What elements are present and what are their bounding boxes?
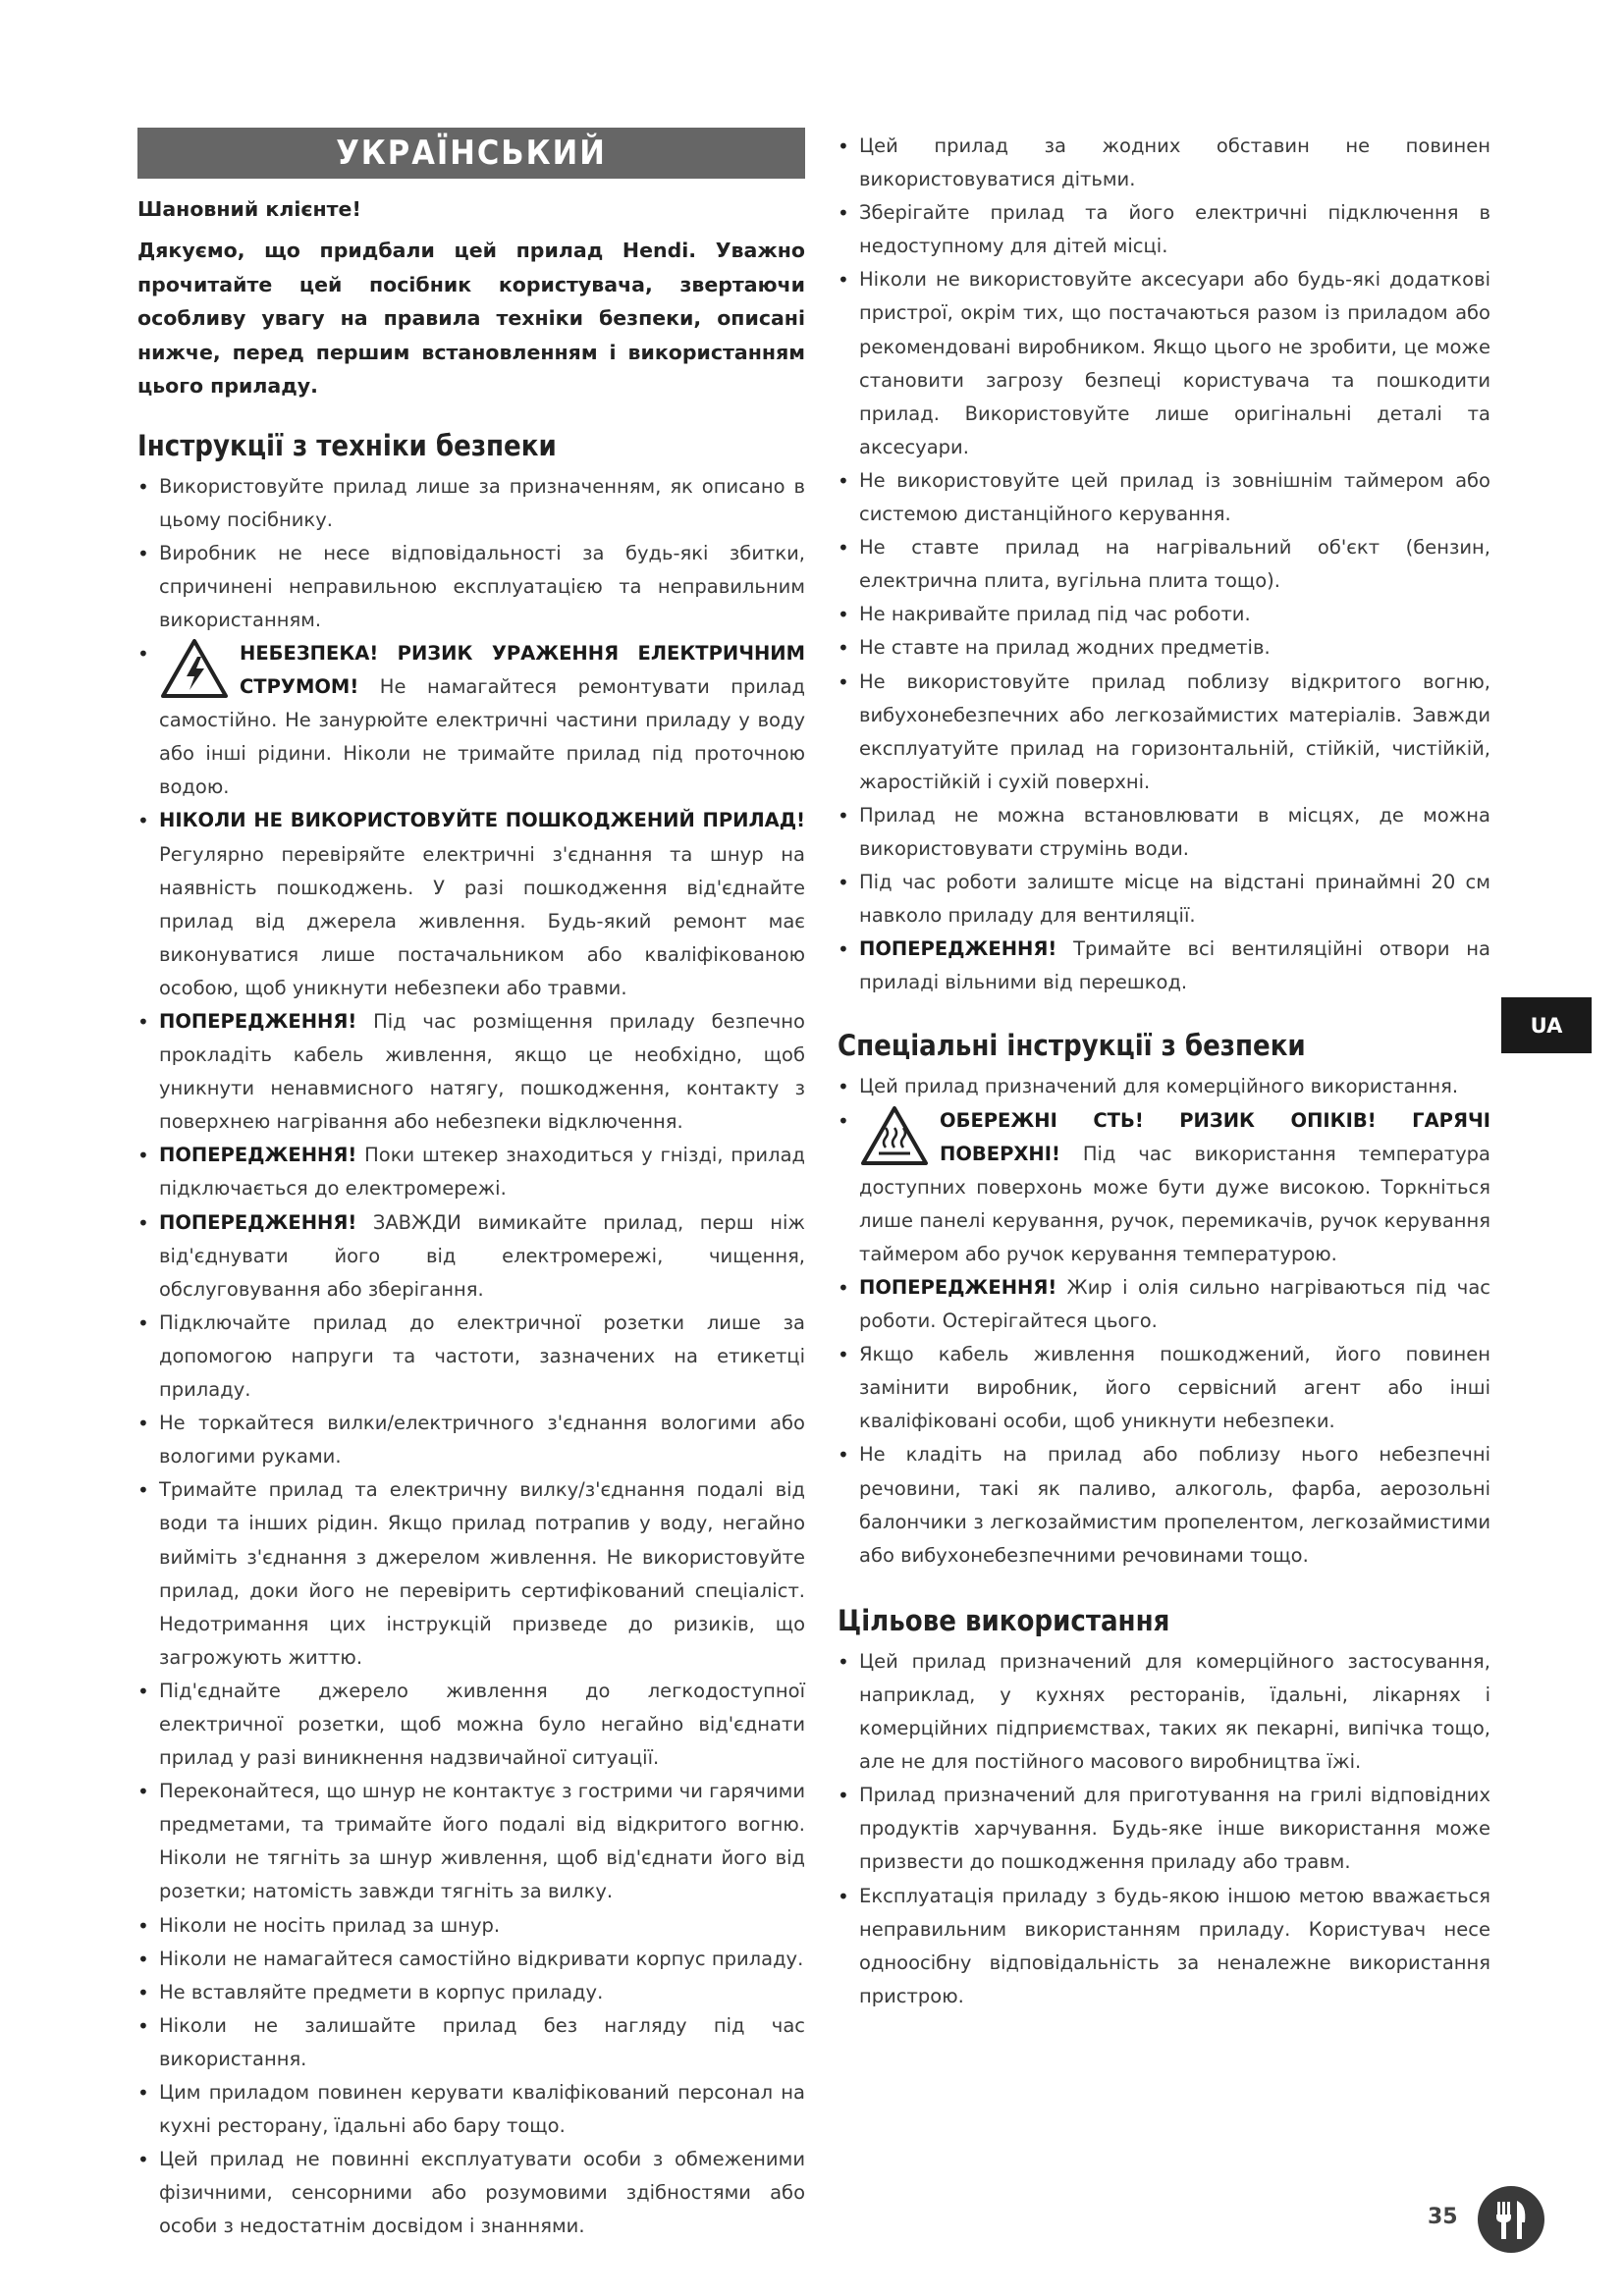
intended-use-heading: Цільове використання	[838, 1603, 1170, 1637]
special-list	[838, 1070, 1490, 1572]
list-item: • Цей прилад призначений для комерційного застосування, наприклад, у кухнях ресторанів, їдальні, лікарнях і комерційних підприємствах, таких як пекарні, випічка тощо, але не для постійного масового виробництва їжі.	[838, 1645, 1490, 1779]
language-tab: UA	[1501, 997, 1592, 1053]
special-heading: Спеціальні інструкції з безпеки	[838, 1029, 1306, 1063]
list-item: • ПОПЕРЕДЖЕННЯ! Під час розміщення приладу безпечно прокладіть кабель живлення, якщо це необхідно, щоб уникнути ненавмисного натягу, пошкодження, контакту з поверхнею нагрівання або небезпеки відключення.	[137, 1005, 805, 1139]
safety-list	[137, 470, 805, 2244]
left-column	[137, 128, 805, 2243]
list-item: • Ніколи не використовуйте аксесуари або будь-які додаткові пристрої, окрім тих, що постачаються разом із приладом або рекомендовані виробником. Якщо цього не зробити, це може становити загрозу безпеці користувача та пошкодити прилад. Використовуйте лише оригінальні деталі та аксесуари.	[838, 263, 1490, 464]
list-item: • Використовуйте прилад лише за призначенням, як описано в цьому посібнику.	[137, 470, 805, 537]
list-item: • НІКОЛИ НЕ ВИКОРИСТОВУЙТЕ ПОШКОДЖЕНИЙ ПРИЛАД! Регулярно перевіряйте електричні з'єднання та шнур на наявність пошкоджень. У разі пошкодження від'єднайте прилад від джерела живлення. Будь-який ремонт має виконуватися лише постачальником або кваліфікованою особою, щоб уникнути небезпеки або травми.	[137, 804, 805, 1005]
list-item: • Не накривайте прилад під час роботи.	[838, 598, 1490, 631]
list-item: • Прилад не можна встановлювати в місцях, де можна використовувати струмінь води.	[838, 799, 1490, 866]
hot-surface-icon	[859, 1104, 930, 1167]
electric-hazard-icon	[159, 637, 230, 700]
list-item: • Цей прилад призначений для комерційного використання.	[838, 1070, 1490, 1103]
list-item: • НЕБЕЗПЕКА! РИЗИК УРАЖЕННЯ ЕЛЕКТРИЧНИМ СТРУМОМ! Не намагайтеся ремонтувати прилад самостійно. Не занурюйте електричні частини приладу у воду або інші рідини. Ніколи не тримайте прилад під проточною водою.	[137, 637, 805, 804]
list-item: • Ніколи не носіть прилад за шнур.	[137, 1909, 805, 1943]
safety-list-continued	[838, 130, 1490, 999]
list-item: • Не ставте на прилад жодних предметів.	[838, 631, 1490, 665]
list-item: • Ніколи не залишайте прилад без нагляду під час використання.	[137, 2009, 805, 2076]
list-item: • Не торкайтеся вилки/електричного з'єднання вологими або вологими руками.	[137, 1407, 805, 1473]
cutlery-logo-icon	[1477, 2185, 1545, 2254]
list-item: • Експлуатація приладу з будь-якою іншою метою вважається неправильним використанням приладу. Користувач несе одноосібну відповідальність за неналежне використання пристрою.	[838, 1880, 1490, 2013]
list-item: • ПОПЕРЕДЖЕННЯ! Тримайте всі вентиляційні отвори на приладі вільними від перешкод.	[838, 933, 1490, 999]
list-item: • Не ставте прилад на нагрівальний об'єкт (бензин, електрична плита, вугільна плита тощо).	[838, 531, 1490, 598]
list-item: • ПОПЕРЕДЖЕННЯ! ЗАВЖДИ вимикайте прилад, перш ніж від'єднувати його від електромережі, чищення, обслуговування або зберігання.	[137, 1206, 805, 1307]
page-number: 35	[1428, 2205, 1458, 2229]
right-column	[838, 130, 1490, 2013]
greeting: Шановний клієнте!	[137, 197, 361, 221]
list-item: • Цим приладом повинен керувати кваліфікований персонал на кухні ресторану, їдальні або бару тощо.	[137, 2076, 805, 2143]
list-item: • Під'єднайте джерело живлення до легкодоступної електричної розетки, щоб можна було негайно від'єднати прилад у разі виникнення надзвичайної ситуації.	[137, 1675, 805, 1775]
list-item: • Тримайте прилад та електричну вилку/з'єднання подалі від води та інших рідин. Якщо прилад потрапив у воду, негайно вийміть з'єднання з джерелом живлення. Не використовуйте прилад, доки його не перевірить сертифікований спеціаліст. Недотримання цих інструкцій призведе до ризиків, що загрожують життю.	[137, 1473, 805, 1675]
safety-heading: Інструкції з техніки безпеки	[137, 428, 557, 462]
list-item: • Виробник не несе відповідальності за будь-які збитки, спричинені неправильною експлуатацією та неправильним використанням.	[137, 537, 805, 637]
list-item: • Не використовуйте цей прилад із зовнішнім таймером або системою дистанційного керування.	[838, 464, 1490, 531]
list-item: • Ніколи не намагайтеся самостійно відкривати корпус приладу.	[137, 1943, 805, 1976]
intended-use-list	[838, 1645, 1490, 2013]
list-item: • Підключайте прилад до електричної розетки лише за допомогою напруги та частоти, зазначених на етикетці приладу.	[137, 1307, 805, 1407]
intro-paragraph: Дякуємо, що придбали цей прилад Hendi. Уважно прочитайте цей посібник користувача, звертаючи особливу увагу на правила техніки безпеки, описані нижче, перед першим встановленням і використанням цього приладу.	[137, 239, 805, 398]
list-item: • Прилад призначений для приготування на грилі відповідних продуктів харчування. Будь-яке інше використання може призвести до пошкодження приладу або травм.	[838, 1779, 1490, 1879]
list-item: • Не вставляйте предмети в корпус приладу.	[137, 1976, 805, 2009]
list-item: • ОБЕРЕЖНІ СТЬ! РИЗИК ОПІКІВ! ГАРЯЧІ ПОВЕРХНІ! Під час використання температура доступних поверхонь може бути дуже високою. Торкніться лише панелі керування, ручок, перемикачів, ручок керування таймером або ручок керування температурою.	[838, 1104, 1490, 1271]
list-item: • Не кладіть на прилад або поблизу нього небезпечні речовини, такі як паливо, алкоголь, фарба, аерозольні балончики з легкозаймистим пропелентом, легкозаймистими або вибухонебезпечними речовинами тощо.	[838, 1438, 1490, 1572]
list-item: • Цей прилад не повинні експлуатувати особи з обмеженими фізичними, сенсорними або розумовими здібностями або особи з недостатнім досвідом і знаннями.	[137, 2143, 805, 2243]
list-item: • Під час роботи залиште місце на відстані принаймні 20 см навколо приладу для вентиляції.	[838, 866, 1490, 933]
list-item: • Не використовуйте прилад поблизу відкритого вогню, вибухонебезпечних або легкозаймистих матеріалів. Завжди експлуатуйте прилад на горизонтальній, стійкій, чистійкій, жаростійкій і сухій поверхні.	[838, 666, 1490, 799]
list-item: • Цей прилад за жодних обставин не повинен використовуватися дітьми.	[838, 130, 1490, 196]
list-item: • Переконайтеся, що шнур не контактує з гострими чи гарячими предметами, та тримайте його подалі від відкритого вогню. Ніколи не тягніть за шнур живлення, щоб від'єднати його від розетки; натомість завжди тягніть за вилку.	[137, 1775, 805, 1908]
list-item: • Зберігайте прилад та його електричні підключення в недоступному для дітей місці.	[838, 196, 1490, 263]
list-item: • ПОПЕРЕДЖЕННЯ! Жир і олія сильно нагріваються під час роботи. Остерігайтеся цього.	[838, 1271, 1490, 1338]
list-item: • Якщо кабель живлення пошкоджений, його повинен замінити виробник, його сервісний агент або інші кваліфіковані особи, щоб уникнути небезпеки.	[838, 1338, 1490, 1438]
list-item: • ПОПЕРЕДЖЕННЯ! Поки штекер знаходиться у гнізді, прилад підключається до електромережі.	[137, 1139, 805, 1205]
language-banner: УКРАЇНСЬКИЙ	[137, 128, 805, 179]
